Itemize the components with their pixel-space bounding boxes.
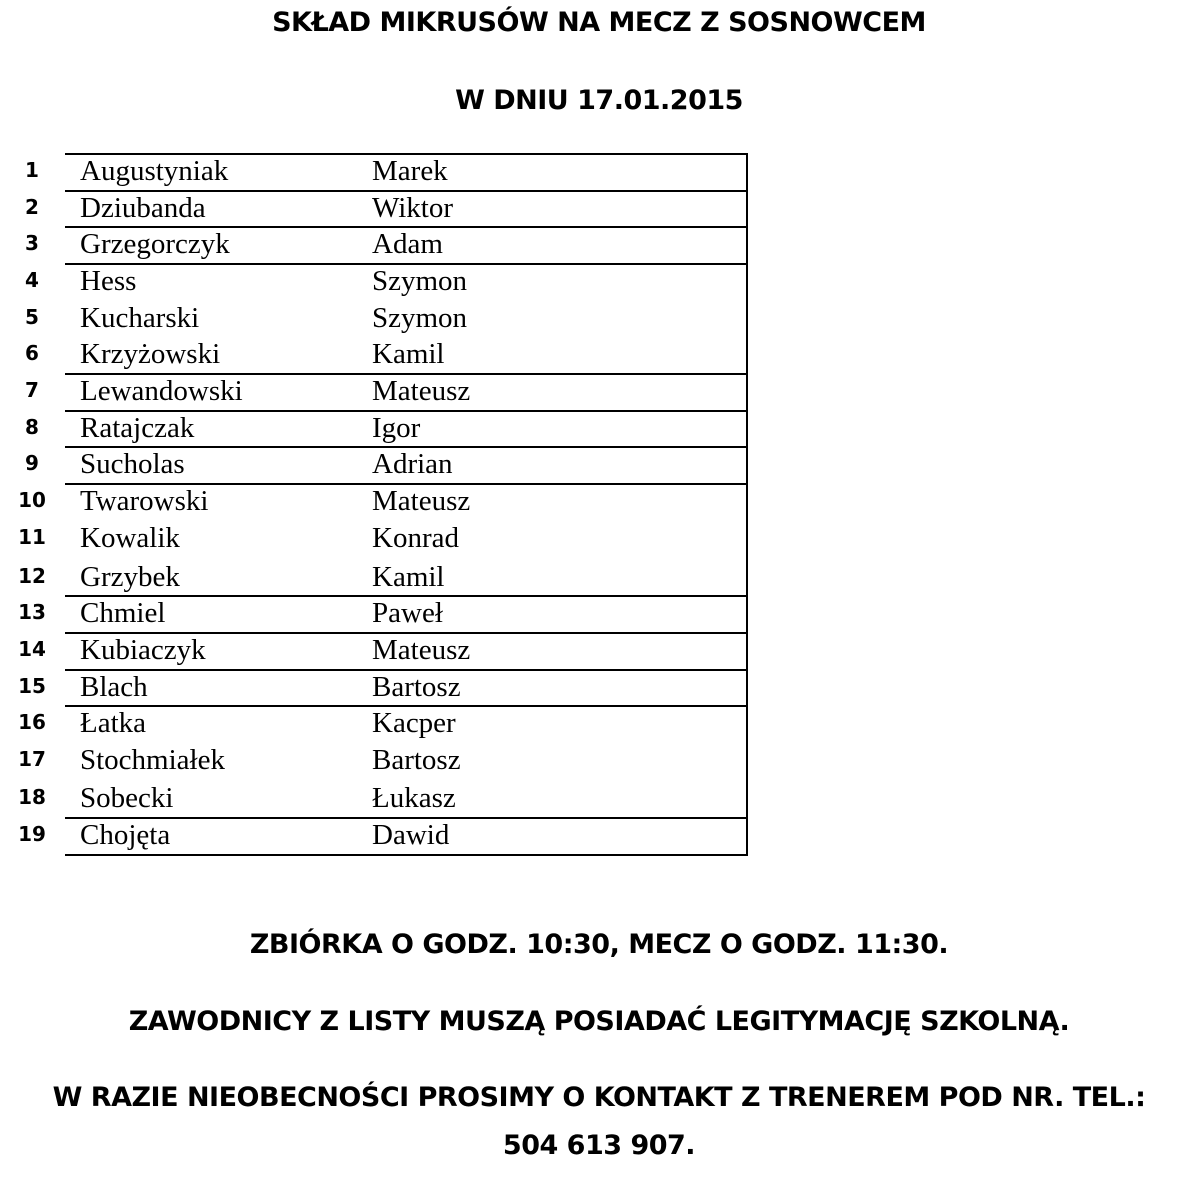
player-surname: Łatka	[80, 707, 147, 739]
player-firstname: Bartosz	[372, 671, 461, 703]
row-number: 11	[18, 525, 46, 549]
player-surname: Blach	[80, 671, 148, 703]
table-rule	[65, 705, 748, 707]
table-row	[0, 446, 760, 483]
table-row	[0, 520, 760, 557]
player-firstname: Paweł	[372, 597, 443, 629]
row-number: 12	[18, 564, 46, 588]
player-firstname: Adam	[372, 228, 443, 260]
table-row	[0, 483, 760, 520]
table-rule	[65, 446, 748, 448]
player-surname: Sucholas	[80, 448, 185, 480]
player-firstname: Marek	[372, 155, 448, 187]
match-date: W DNIU 17.01.2015	[455, 85, 743, 116]
row-number: 6	[25, 341, 39, 365]
player-firstname: Igor	[372, 412, 421, 444]
table-row	[0, 190, 760, 227]
table-rule	[65, 595, 748, 597]
player-surname: Stochmiałek	[80, 744, 225, 776]
page-title: SKŁAD MIKRUSÓW NA MECZ Z SOSNOWCEM	[272, 7, 926, 38]
player-surname: Sobecki	[80, 782, 174, 814]
table-row	[0, 410, 760, 447]
row-number: 2	[25, 195, 39, 219]
player-surname: Kucharski	[80, 302, 200, 334]
row-number: 3	[25, 231, 39, 255]
table-row	[0, 705, 760, 742]
player-surname: Chmiel	[80, 597, 166, 629]
table-rule	[65, 854, 748, 856]
table-rule	[65, 632, 748, 634]
row-number: 19	[18, 822, 46, 846]
player-surname: Chojęta	[80, 819, 171, 851]
player-surname: Ratajczak	[80, 412, 195, 444]
table-rule	[65, 817, 748, 819]
row-number: 13	[18, 600, 46, 624]
row-number: 18	[18, 785, 46, 809]
row-number: 15	[18, 674, 46, 698]
absence-contact-note: W RAZIE NIEOBECNOŚCI PROSIMY O KONTAKT Z TRENEREM POD NR. TEL.:	[52, 1082, 1146, 1113]
player-surname: Grzegorczyk	[80, 228, 230, 260]
player-firstname: Kacper	[372, 707, 456, 739]
player-surname: Dziubanda	[80, 192, 206, 224]
table-rule	[65, 226, 748, 228]
table-row	[0, 780, 760, 817]
row-number: 10	[18, 488, 46, 512]
row-number: 8	[25, 415, 39, 439]
table-rule	[65, 190, 748, 192]
player-firstname: Mateusz	[372, 375, 471, 407]
table-row	[0, 817, 760, 854]
table-right-border	[746, 153, 748, 856]
meeting-time-note: ZBIÓRKA O GODZ. 10:30, MECZ O GODZ. 11:30.	[249, 929, 949, 960]
player-firstname: Mateusz	[372, 485, 471, 517]
player-firstname: Kamil	[372, 338, 445, 370]
table-rule	[65, 410, 748, 412]
table-row	[0, 300, 760, 337]
school-id-note: ZAWODNICY Z LISTY MUSZĄ POSIADAĆ LEGITYMACJĘ SZKOLNĄ.	[128, 1006, 1070, 1037]
player-firstname: Szymon	[372, 265, 468, 297]
table-row	[0, 595, 760, 632]
roster-table	[0, 153, 760, 856]
table-rule	[65, 153, 748, 155]
player-firstname: Wiktor	[372, 192, 453, 224]
table-row	[0, 153, 760, 190]
table-rule	[65, 669, 748, 671]
player-firstname: Adrian	[372, 448, 453, 480]
player-surname: Kubiaczyk	[80, 634, 206, 666]
coach-phone-number: 504 613 907.	[502, 1130, 696, 1161]
row-number: 1	[25, 158, 39, 182]
table-row	[0, 632, 760, 669]
player-firstname: Łukasz	[372, 782, 456, 814]
player-surname: Hess	[80, 265, 137, 297]
table-row	[0, 559, 760, 596]
table-rule	[65, 263, 748, 265]
player-firstname: Mateusz	[372, 634, 471, 666]
table-row	[0, 742, 760, 779]
table-row	[0, 226, 760, 263]
player-surname: Grzybek	[80, 561, 180, 593]
table-row	[0, 263, 760, 300]
table-rule	[65, 373, 748, 375]
row-number: 5	[25, 305, 39, 329]
player-surname: Twarowski	[80, 485, 209, 517]
row-number: 17	[18, 747, 46, 771]
table-rule	[65, 483, 748, 485]
player-surname: Augustyniak	[80, 155, 229, 187]
player-surname: Krzyżowski	[80, 338, 221, 370]
player-firstname: Kamil	[372, 561, 445, 593]
row-number: 16	[18, 710, 46, 734]
row-number: 7	[25, 378, 39, 402]
row-number: 14	[18, 637, 46, 661]
table-row	[0, 669, 760, 706]
row-number: 4	[25, 268, 39, 292]
player-surname: Lewandowski	[80, 375, 243, 407]
table-row	[0, 336, 760, 373]
table-row	[0, 373, 760, 410]
player-firstname: Dawid	[372, 819, 450, 851]
player-surname: Kowalik	[80, 522, 180, 554]
player-firstname: Bartosz	[372, 744, 461, 776]
row-number: 9	[25, 451, 39, 475]
player-firstname: Konrad	[372, 522, 459, 554]
player-firstname: Szymon	[372, 302, 468, 334]
